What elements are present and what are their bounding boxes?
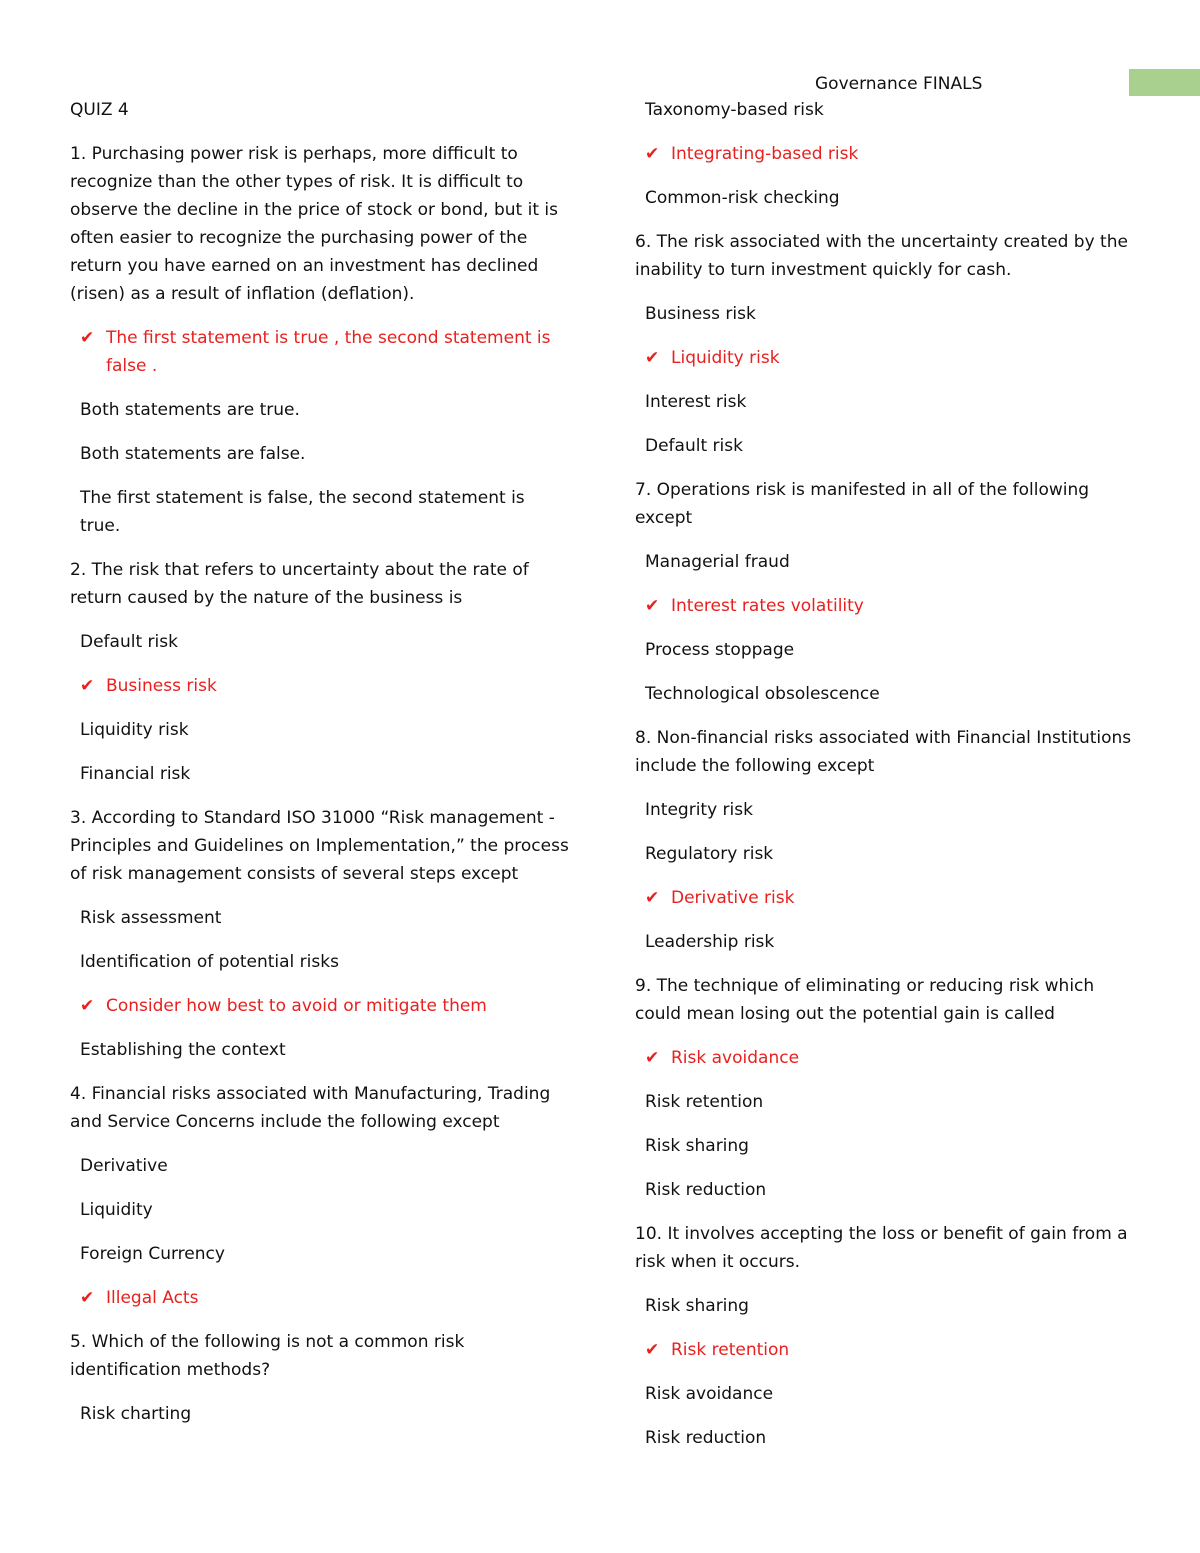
check-icon: ✔ [80, 676, 95, 696]
answer-option: Liquidity [80, 1200, 153, 1220]
question-block [635, 724, 1135, 956]
question-block [70, 1080, 570, 1312]
answer-option: Foreign Currency [80, 1244, 225, 1264]
question-text: 9. The technique of eliminating or reducing risk which could mean losing out the potential gain is called [635, 976, 1095, 1024]
answer-option: Integrity risk [645, 800, 753, 820]
question-block [70, 140, 570, 540]
question-text: 2. The risk that refers to uncertainty about the rate of return caused by the nature of the business is [70, 560, 529, 608]
answer-option: Common-risk checking [645, 188, 840, 208]
check-icon: ✔ [645, 348, 660, 368]
check-icon: ✔ [645, 1048, 660, 1068]
answer-option: Default risk [645, 436, 743, 456]
document-header-title: Governance FINALS [815, 74, 983, 94]
check-icon: ✔ [645, 144, 660, 164]
answer-option: Risk sharing [645, 1136, 749, 1156]
answer-option: Technological obsolescence [645, 684, 880, 704]
question-block [70, 804, 570, 1064]
answer-option-label: Illegal Acts [106, 1288, 199, 1308]
answer-option: Financial risk [80, 764, 191, 784]
answer-option-correct [645, 140, 1135, 168]
answer-option: The first statement is false, the second statement is true. [80, 488, 525, 536]
answer-option-label: Integrating-based risk [671, 144, 859, 164]
answer-option: Both statements are true. [80, 400, 300, 420]
answer-option-label: Business risk [106, 676, 217, 696]
answer-option-correct [80, 672, 570, 700]
answer-option-label: Risk avoidance [671, 1048, 800, 1068]
left-question-list [70, 140, 570, 1428]
question-block [70, 1328, 570, 1428]
answer-option: Identification of potential risks [80, 952, 339, 972]
answer-option: Risk avoidance [645, 1384, 774, 1404]
question-block [635, 972, 1135, 1204]
answer-option: Process stoppage [645, 640, 795, 660]
answer-option: Regulatory risk [645, 844, 774, 864]
left-column [70, 96, 570, 1444]
answer-option: Both statements are false. [80, 444, 306, 464]
answer-option: Risk reduction [645, 1180, 767, 1200]
check-icon: ✔ [645, 1340, 660, 1360]
question-text: 8. Non-financial risks associated with Financial Institutions include the following except [635, 728, 1132, 776]
question-text: 10. It involves accepting the loss or benefit of gain from a risk when it occurs. [635, 1224, 1128, 1272]
question-text: 6. The risk associated with the uncertainty created by the inability to turn investment quickly for cash. [635, 232, 1128, 280]
question-text: 4. Financial risks associated with Manufacturing, Trading and Service Concerns include the following except [70, 1084, 551, 1132]
answer-option-correct [80, 1284, 570, 1312]
answer-option: Risk assessment [80, 908, 222, 928]
check-icon: ✔ [80, 996, 95, 1016]
answer-option-correct [645, 884, 1135, 912]
answer-option-label: Risk retention [671, 1340, 790, 1360]
question-block [70, 556, 570, 788]
answer-option-label: Consider how best to avoid or mitigate them [106, 996, 487, 1016]
answer-option: Risk charting [80, 1404, 192, 1424]
answer-option-correct [645, 1044, 1135, 1072]
answer-option: Derivative [80, 1156, 168, 1176]
answer-option: Establishing the context [80, 1040, 286, 1060]
answer-option-correct [645, 344, 1135, 372]
answer-option-label: The first statement is true , the second statement is false . [106, 328, 551, 376]
answer-option: Risk sharing [645, 1296, 749, 1316]
answer-option: Leadership risk [645, 932, 775, 952]
answer-option: Interest risk [645, 392, 747, 412]
header-tab-decoration [1129, 69, 1200, 96]
answer-option-label: Derivative risk [671, 888, 795, 908]
check-icon: ✔ [80, 328, 95, 348]
answer-option-correct [645, 1336, 1135, 1364]
answer-option: Risk reduction [645, 1428, 767, 1448]
answer-option-correct [645, 592, 1135, 620]
right-question-list [635, 96, 1135, 1452]
answer-option: Taxonomy-based risk [645, 100, 824, 120]
question-block [635, 476, 1135, 708]
answer-option: Business risk [645, 304, 756, 324]
answer-option-label: Liquidity risk [671, 348, 780, 368]
answer-option-label: Interest rates volatility [671, 596, 864, 616]
answer-option: Liquidity risk [80, 720, 189, 740]
check-icon: ✔ [645, 596, 660, 616]
question-text: 7. Operations risk is manifested in all of the following except [635, 480, 1090, 528]
question-block [635, 1220, 1135, 1452]
check-icon: ✔ [80, 1288, 95, 1308]
question-block [635, 228, 1135, 460]
question-text: 1. Purchasing power risk is perhaps, more difficult to recognize than the other types of risk. It is difficult to observe the decline in the price of stock or bond, but it is often easier to recognize the purchasing power of the return you have earned on an investment has declined (risen) as a result of inflation (deflation). [70, 144, 558, 304]
question-text: 3. According to Standard ISO 31000 “Risk management - Principles and Guidelines on Implementation,” the process of risk management consists of several steps except [70, 808, 569, 884]
question-text: 5. Which of the following is not a common risk identification methods? [70, 1332, 465, 1380]
right-column [635, 96, 1135, 1468]
answer-option-correct [80, 324, 570, 380]
answer-option-correct [80, 992, 570, 1020]
answer-option: Risk retention [645, 1092, 764, 1112]
question-block [635, 96, 1135, 212]
answer-option: Managerial fraud [645, 552, 790, 572]
check-icon: ✔ [645, 888, 660, 908]
answer-option: Default risk [80, 632, 178, 652]
quiz-title: QUIZ 4 [70, 100, 129, 120]
